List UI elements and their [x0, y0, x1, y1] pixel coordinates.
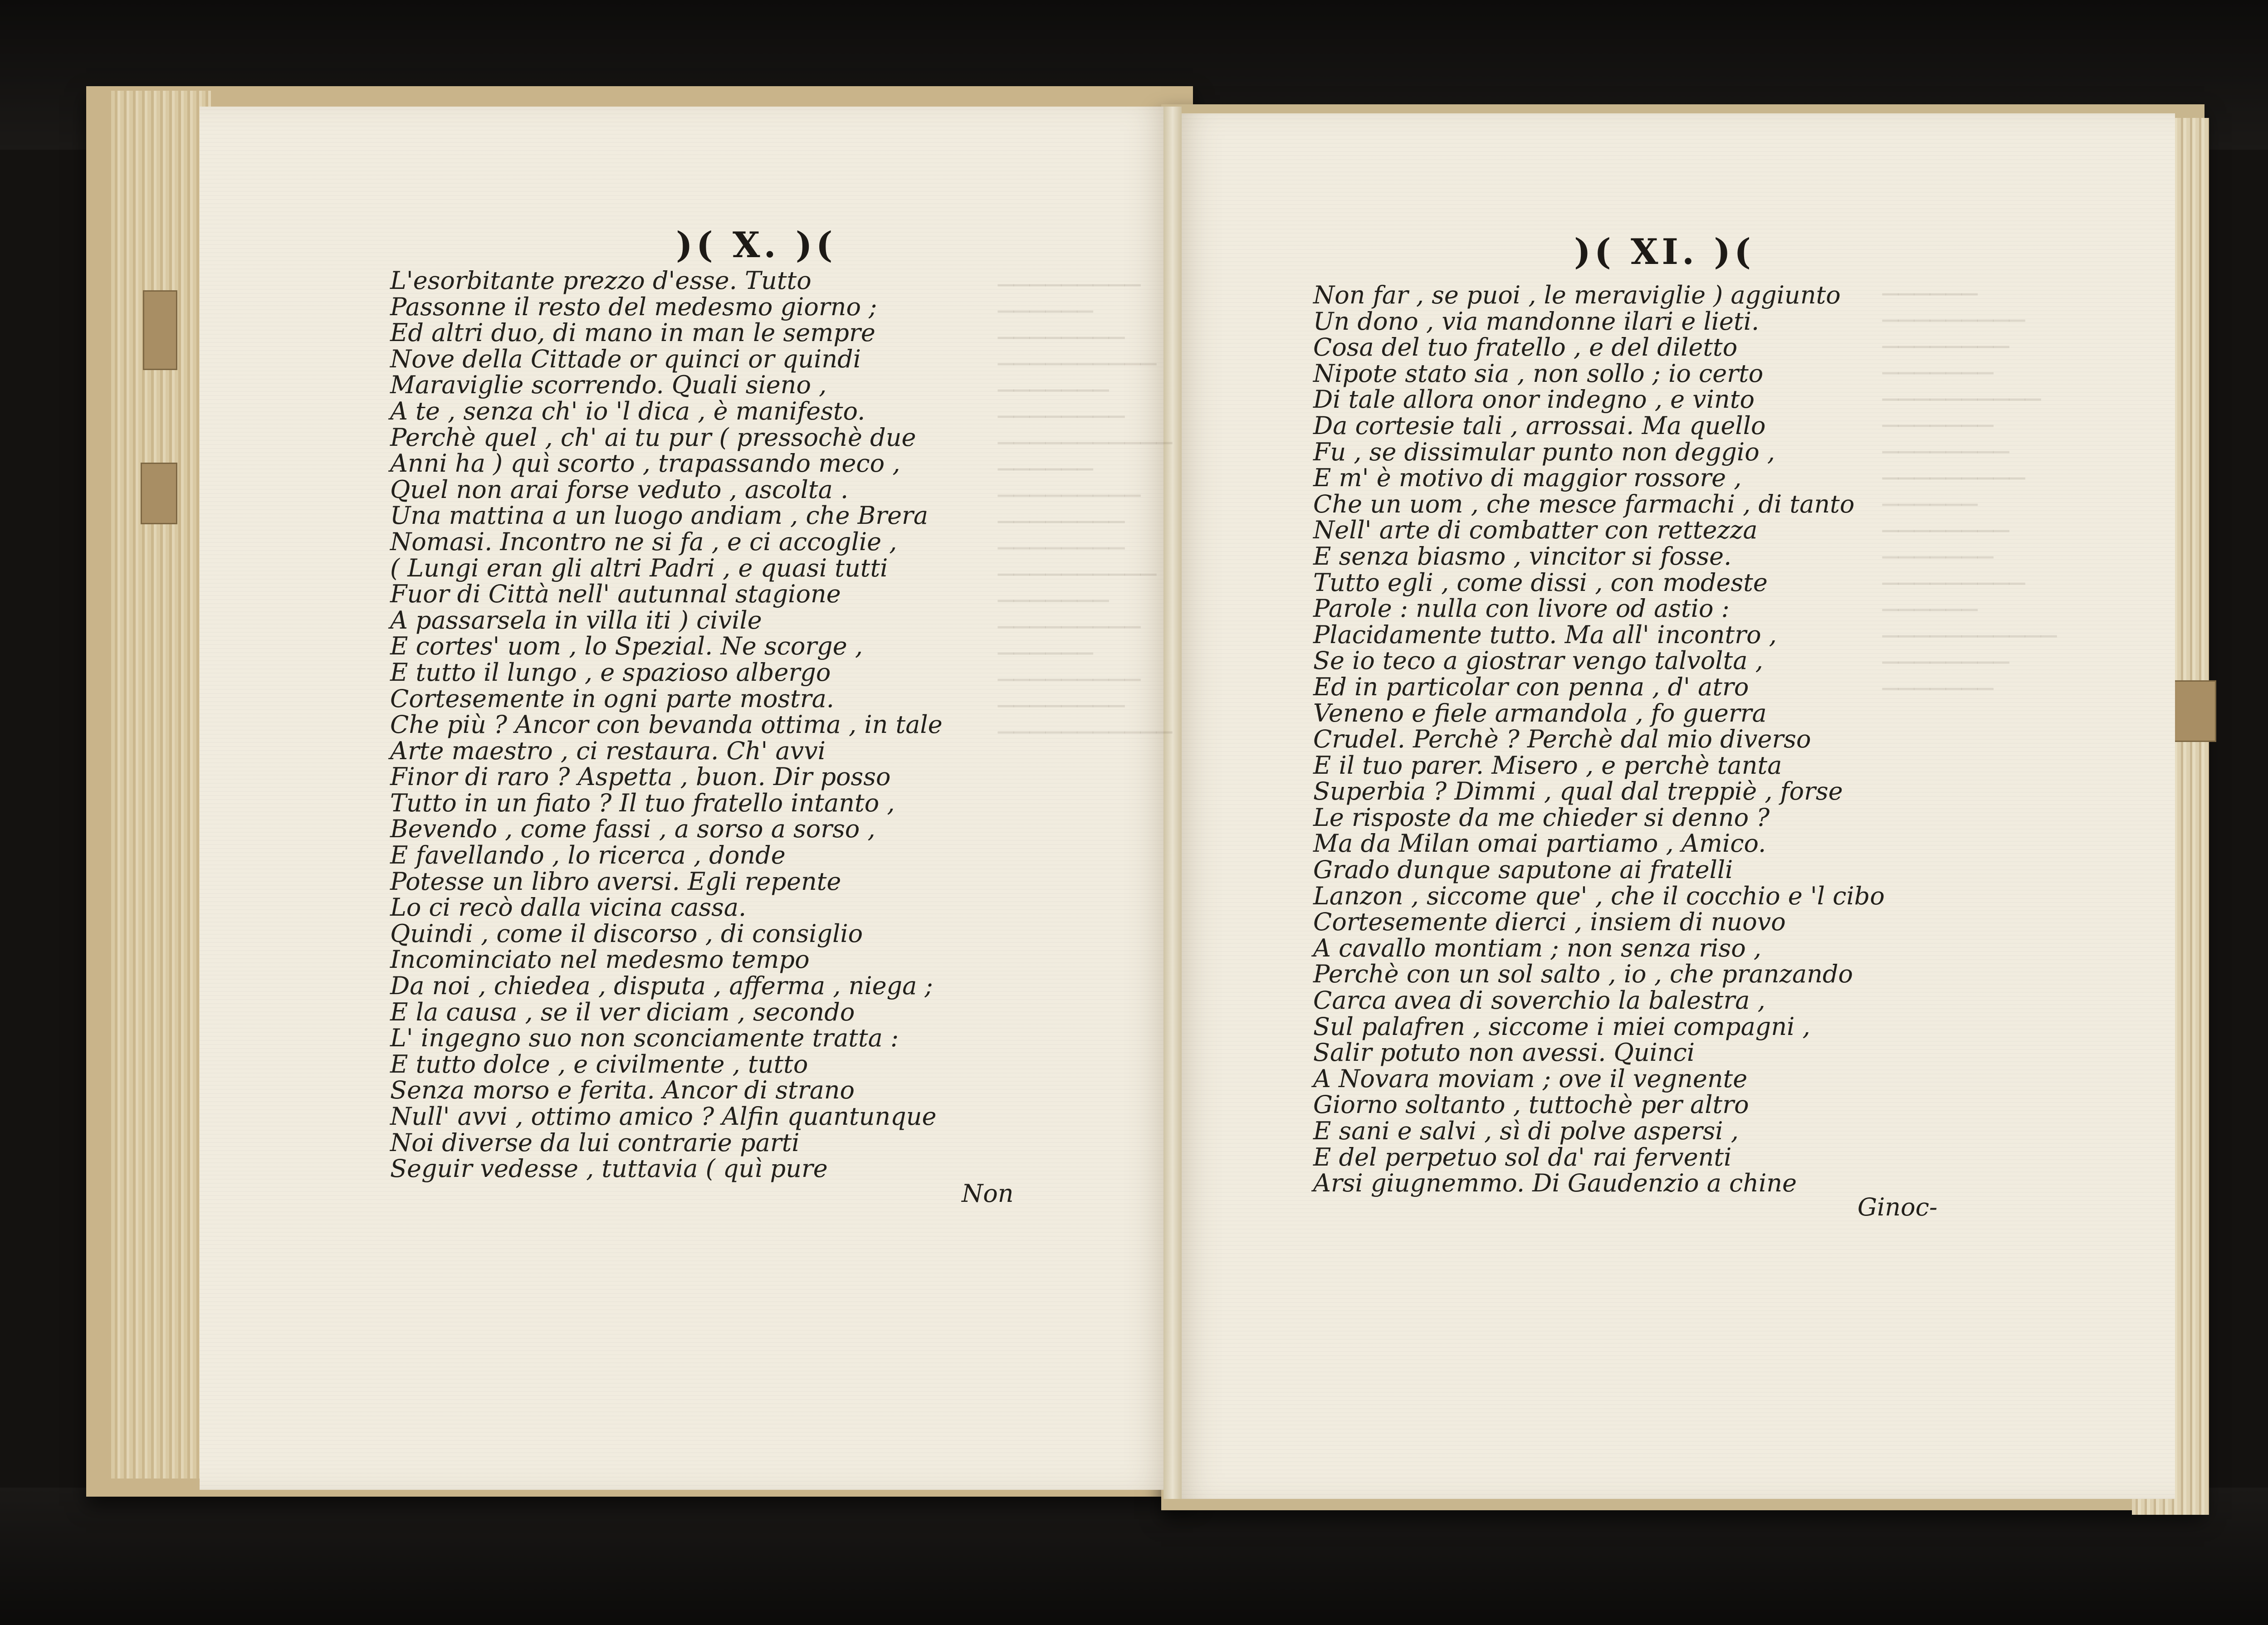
text-line: Che un uom , che mesce farmachi , di tanto [1313, 489, 1855, 518]
text-line: Carca avea di soverchio la balestra , [1313, 986, 1765, 1015]
text-line: E tutto il lungo , e spazioso albergo [390, 658, 831, 687]
paper-tab [141, 463, 177, 524]
text-line: A Novara moviam ; ove il vegnente [1313, 1064, 1748, 1093]
text-line: Quindi , come il discorso , di consiglio [390, 919, 863, 948]
text-line: E m' è motivo di maggior rossore , [1313, 464, 1742, 493]
text-line: Cortesemente dierci , insiem di nuovo [1313, 908, 1786, 937]
text-line: Un dono , via mandonne ilari e lieti. [1313, 307, 1760, 336]
text-line: Maraviglie scorrendo. Quali sieno , [390, 371, 827, 400]
text-line: E sani e salvi , sì di polve aspersi , [1313, 1117, 1739, 1145]
text-line: Da noi , chiedea , disputa , afferma , niega ; [390, 971, 933, 1000]
text-line: Fuor di Città nell' autunnal stagione [390, 580, 841, 609]
text-line: Noi diverse da lui contrarie parti [390, 1128, 800, 1157]
text-line: Perchè con un sol salto , io , che pranzando [1313, 960, 1853, 989]
paper-tab [2168, 680, 2216, 742]
right-page-text [1313, 282, 1885, 1196]
text-line: Potesse un libro aversi. Egli repente [390, 867, 841, 896]
catchword-left: Non [962, 1179, 1014, 1208]
text-line: Da cortesie tali , arrossai. Ma quello [1313, 411, 1766, 440]
text-line: Giorno soltanto , tuttochè per altro [1313, 1090, 1749, 1119]
text-line: Parole : nulla con livore od astio : [1313, 594, 1730, 623]
text-line: Nell' arte di combatter con rettezza [1313, 516, 1758, 545]
text-line: Bevendo , come fassi , a sorso a sorso , [390, 815, 875, 844]
text-line: Salir potuto non avessi. Quinci [1313, 1038, 1695, 1067]
text-line: Finor di raro ? Aspetta , buon. Dir posso [390, 762, 891, 791]
text-line: Quel non arai forse veduto , ascolta . [390, 475, 849, 504]
text-line: ( Lungi eran gli altri Padri , e quasi tutti [390, 553, 888, 582]
text-line: E senza biasmo , vincitor si fosse. [1313, 542, 1732, 571]
text-line: Che più ? Ancor con bevanda ottima , in tale [390, 710, 943, 739]
text-line: Passonne il resto del medesmo giorno ; [390, 292, 877, 321]
text-line: Sul palafren , siccome i miei compagni , [1313, 1012, 1810, 1041]
text-line: Nove della Cittade or quinci or quindi [390, 344, 861, 373]
text-line: Ed in particolar con penna , d' atro [1313, 672, 1749, 701]
show-through-text: ────── ───────── ──────── ─────── ────────── ─────── ──────── ───────── ────── ──────── ─────── ───────── ────── ─────────── ──────── ─────── [1882, 279, 2057, 704]
text-line: Incominciato nel medesmo tempo [390, 945, 810, 974]
paper-tab [143, 290, 177, 370]
text-line: Lanzon , siccome que' , che il cocchio e 'l cibo [1313, 881, 1885, 910]
text-line: Ma da Milan omai partiamo , Amico. [1313, 829, 1766, 858]
text-line: Nomasi. Incontro ne si fa , e ci accoglie , [390, 527, 897, 556]
left-page-text [390, 268, 943, 1182]
page-header-right: )( XI. )( [1574, 231, 1755, 273]
text-line: A passarsela in villa iti ) civile [390, 605, 762, 634]
text-line: Superbia ? Dimmi , qual dal treppiè , forse [1313, 777, 1843, 806]
text-line: Seguir vedesse , tuttavia ( quì pure [390, 1154, 828, 1183]
text-line: Perchè quel , ch' ai tu pur ( pressochè due [390, 423, 916, 452]
text-line: L'esorbitante prezzo d'esse. Tutto [390, 266, 811, 295]
text-line: Senza morso e ferita. Ancor di strano [390, 1076, 855, 1105]
text-line: E il tuo parer. Misero , e perchè tanta [1313, 751, 1782, 780]
text-line: Di tale allora onor indegno , e vinto [1313, 385, 1755, 414]
text-line: Crudel. Perchè ? Perchè dal mio diverso [1313, 725, 1811, 754]
text-line: E favellando , lo ricerca , donde [390, 841, 786, 870]
show-through-text: ───────── ────── ──────── ────────── ─────── ──────── ─────────── ────── ───────── ──────── ──────── ────────── ─────── ───────── ────── ───────── ──────── ─────────── [998, 270, 1173, 748]
text-line: E del perpetuo sol da' rai ferventi [1313, 1142, 1732, 1171]
text-line: Tutto egli , come dissi , con modeste [1313, 568, 1768, 597]
text-line: Cosa del tuo fratello , e del diletto [1313, 333, 1738, 362]
text-line: Grado dunque saputone ai fratelli [1313, 855, 1733, 884]
catchword-right: Ginoc- [1857, 1193, 1938, 1221]
text-line: Le risposte da me chieder si denno ? [1313, 803, 1770, 832]
text-line: E tutto dolce , e civilmente , tutto [390, 1049, 808, 1078]
text-line: A te , senza ch' io 'l dica , è manifesto. [390, 396, 865, 425]
text-line: E cortes' uom , lo Spezial. Ne scorge , [390, 632, 863, 661]
page-header-left: )( X. )( [676, 224, 836, 266]
text-line: Cortesemente in ogni parte mostra. [390, 684, 834, 713]
text-line: Null' avvi , ottimo amico ? Alfin quantunque [390, 1102, 937, 1131]
text-line: Placidamente tutto. Ma all' incontro , [1313, 620, 1777, 649]
text-line: Nipote stato sia , non sollo ; io certo [1313, 359, 1764, 388]
text-line: E la causa , se il ver diciam , secondo [390, 997, 855, 1026]
text-line: Anni ha ) quì scorto , trapassando meco , [390, 449, 900, 478]
text-line: L' ingegno suo non sconciamente tratta : [390, 1024, 899, 1053]
text-line: Ed altri duo, di mano in man le sempre [390, 318, 875, 347]
text-line: Se io teco a giostrar vengo talvolta , [1313, 646, 1763, 675]
text-line: Arte maestro , ci restaura. Ch' avvi [390, 736, 826, 765]
text-line: Non far , se puoi , le meraviglie ) aggiunto [1313, 281, 1841, 309]
text-line: Veneno e fiele armandola , fo guerra [1313, 698, 1767, 727]
text-line: Lo ci recò dalla vicina cassa. [390, 893, 747, 922]
text-line: Tutto in un fiato ? Il tuo fratello intanto , [390, 788, 895, 817]
text-line: A cavallo montiam ; non senza riso , [1313, 933, 1762, 962]
text-line: Fu , se dissimular punto non deggio , [1313, 437, 1775, 466]
text-line: Una mattina a un luogo andiam , che Brera [390, 501, 929, 530]
text-line: Arsi giugnemmo. Di Gaudenzio a chine [1313, 1169, 1797, 1198]
